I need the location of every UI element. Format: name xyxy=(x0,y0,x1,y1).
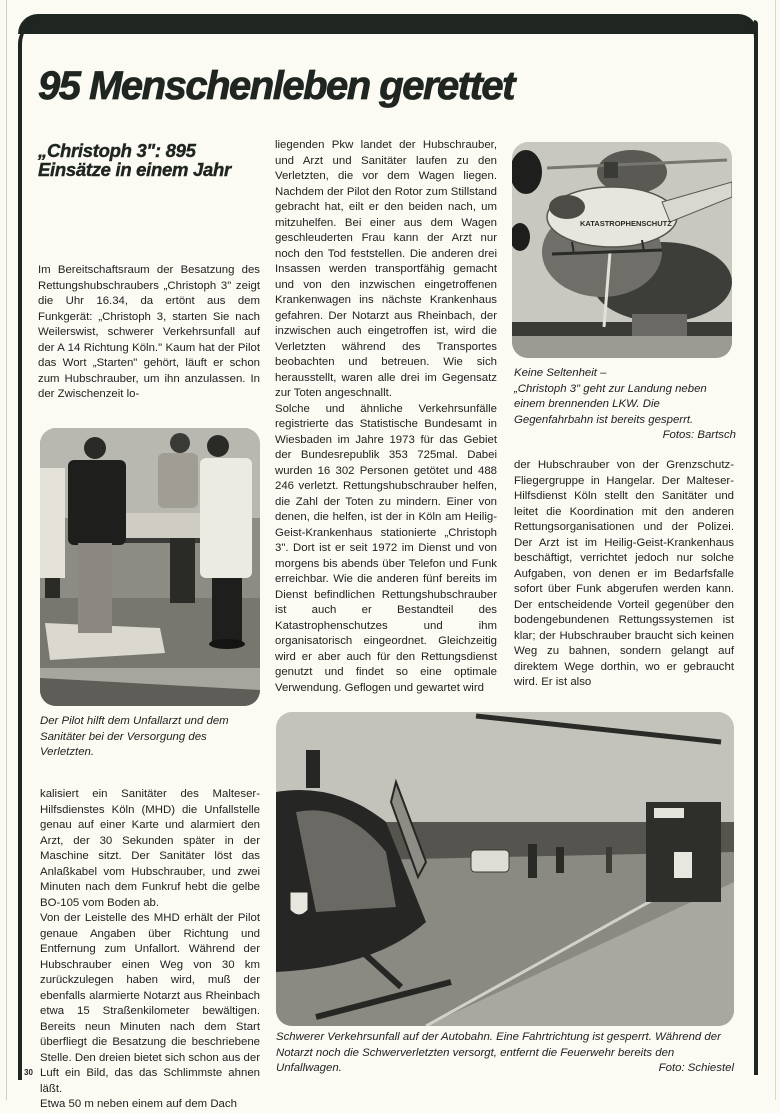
caption-stretcher xyxy=(40,714,262,761)
caption-helicopter-landing xyxy=(514,366,736,444)
stretcher-scene-image xyxy=(40,428,260,706)
page-number: 30 xyxy=(24,1068,33,1077)
column-3 xyxy=(514,458,734,691)
photo-helicopter-landing xyxy=(512,142,732,358)
column-2 xyxy=(275,138,497,696)
decorative-top-bar xyxy=(18,14,758,34)
body-paragraph: Von der Leistelle des MHD erhält der Pilot genaue Angaben über Richtung und Entfernung zum Unfallort. Während der Hubschrauber einen Weg von 30 km zurückzulegen haben wird, muß der ebenfalls alarmierte Notarzt aus Rheinbach etwa 15 Straßenkilometer bewältigen. Bereits neun Minuten nach dem Start überfliegt die Besatzung die beschriebene Stelle. Den dreien bietet sich schon aus der Luft ein Bild, das das Schlimmste ahnen läßt. xyxy=(40,912,260,1095)
body-paragraph: liegenden Pkw landet der Hubschrauber, und Arzt und Sanitäter laufen zu den Verletzten, die vor dem Wagen liegen. Nachdem der Pilot den Rotor zum Stillstand gebracht hat, eilt er den beiden nach, um mitzuhelfen. Bei einer aus dem Wagen geschleuderten Frau kann der Arzt nur noch den Tod feststellen. Die anderen drei Insassen werden transportfähig gemacht und von den inzwischen eingetroffenen Krankenwagen ins nächste Krankenhaus gefahren. Der Notarzt aus Rheinbach, der inzwischen auch eingetroffen ist, wird die Verletzten während des Transportes beobachten und betreuen. Wie sich herausstellt, waren alle drei im Gegensatz zur Toten angeschnallt. xyxy=(275,139,497,399)
photo-autobahn-accident xyxy=(276,712,734,1026)
photo-stretcher xyxy=(40,428,260,706)
body-paragraph: der Hubschrauber von der Grenzschutz-Fliegergruppe in Hangelar. Der Malteser-Hilfsdienst Köln stellt den Sanitäter und leitet die Koordination mit den anderen Rettungsorganisationen und der Polizei. Der Arzt ist im Heilig-Geist-Krankenhaus beschäftigt, verrichtet jedoch nur solche Aufgaben, von denen er im Bedarfsfalle sofort über Funk abgerufen werden kann. Der entscheidende Vorteil gegenüber den bodengebundenen Rettungssystemen ist klar; der Hubschrauber braucht sich keinen Weg zu bahnen, sondern gelangt auf direktem Wege dorthin, wo er gebraucht wird. Er ist also xyxy=(514,459,734,688)
caption-helicopter-title: Keine Seltenheit – xyxy=(514,367,607,379)
helicopter-label-text: KATASTROPHENSCHUTZ xyxy=(580,219,672,228)
photo-credit-bartsch: Fotos: Bartsch xyxy=(662,429,736,441)
caption-autobahn-text: Schwerer Verkehrsunfall auf der Autobahn. Eine Fahrtrichtung ist gesperrt. Während der Notarzt noch die Schwerverletzten versorgt, entfernt die Feuerwehr bereits den Unfallwagen. xyxy=(276,1031,721,1074)
autobahn-accident-image xyxy=(276,712,734,1026)
article-subhead: „Christoph 3": 895 Einsätze in einem Jahr xyxy=(38,140,231,180)
caption-autobahn-accident xyxy=(276,1030,734,1077)
body-paragraph: kalisiert ein Sanitäter des Malteser-Hilfsdienstes Köln (MHD) die Unfallstelle genau auf einer Karte und alarmiert den Arzt, der 30 Sekunden später in der Maschine sitzt. Der Sanitäter löst das Anlaßkabel vom Hubschrauber, und zwei Minuten nach dem Funkruf hebt die gelbe BO-105 vom Boden ab. xyxy=(40,788,260,909)
body-paragraph: Solche und ähnliche Verkehrsunfälle registrierte das Statistische Bundesamt in Wiesbaden im Jahre 1973 für das Gebiet der Bundesrepublik 353 725mal. Dabei wurden 16 302 Personen getötet und 488 246 verletzt. Rettungshubschrauber helfen, die Zahl der Toten zu mindern. Einer von denen, die helfen, ist der in Köln am Heilig-Geist-Krankenhaus stationierte „Christoph 3". Dort ist er seit 1972 im Dienst und von morgens bis abends über Telefon und Funk erreichbar. Wie die anderen fünf bereits im Dienst befindlichen Rettungshubschrauber ist auch er Bestandteil des Katastrophenschutzes und ihm organisatorisch eingeordnet. Gleichzeitig wird er aber auch für den Rettungsdienst genutzt und findet so eine optimale Verwendung. Geflogen und gewartet wird xyxy=(275,402,497,694)
caption-helicopter-text: „Christoph 3" geht zur Landung neben einem brennenden LKW. Die Gegenfahrbahn ist bereits gesperrt. xyxy=(514,382,707,426)
eagle-emblem-icon xyxy=(290,892,308,915)
helicopter-landing-image xyxy=(512,142,732,358)
decorative-frame-right xyxy=(754,20,758,1075)
photo-credit-schiestel: Foto: Schiestel xyxy=(658,1062,734,1074)
page-edge-right xyxy=(775,0,776,1100)
caption-stretcher-text: Der Pilot hilft dem Unfallarzt und dem Sanitäter bei der Versorgung des Verletzten. xyxy=(40,715,229,758)
article-headline: 95 Menschenleben gerettet xyxy=(38,64,514,108)
body-paragraph: Etwa 50 m neben einem auf dem Dach xyxy=(40,1098,237,1110)
column-1-bottom xyxy=(40,787,260,1113)
page-edge-left xyxy=(6,0,7,1100)
body-paragraph: Im Bereitschaftsraum der Besatzung des Rettungshubschraubers „Christoph 3" zeigt die Uhr 16.34, da ertönt aus dem Funkgerät: „Christoph 3, starten Sie nach Weilerswist, schwerer Verkehrsunfall auf der A 14 Richtung Köln." Kaum hat der Pilot das Wort „Starten" gehört, läuft er schon zum Hubschrauber, um ihn anzulassen. In der Zwischenzeit lo- xyxy=(38,264,260,400)
column-1-top xyxy=(38,263,260,403)
